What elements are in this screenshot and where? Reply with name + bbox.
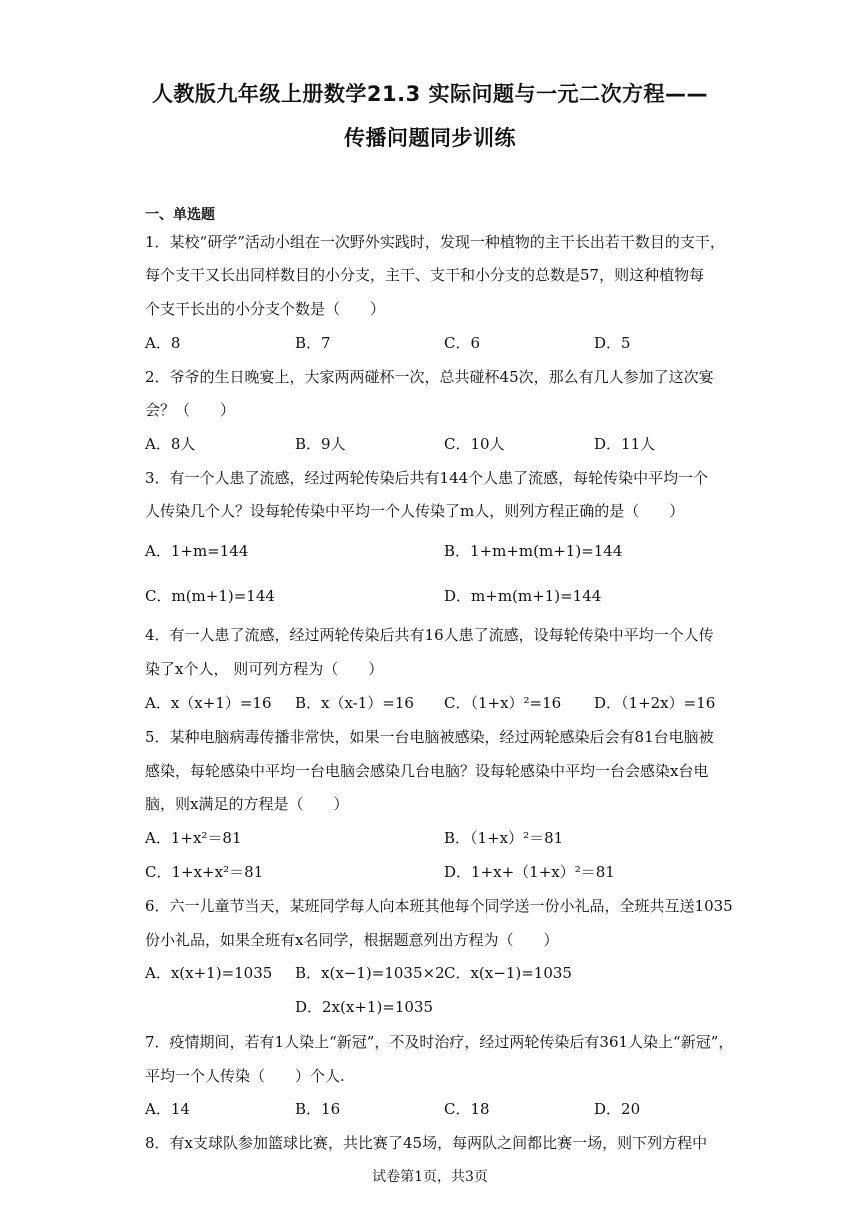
- question-3-line-1: 3．有一个人患了流感，经过两轮传染后共有144个人患了流感，每轮传染中平均一个: [145, 469, 709, 487]
- question-5-line-3: 脑，则x满足的方程是（ ）: [145, 795, 349, 813]
- question-5-option-d: D．1+x+（1+x）²＝81: [444, 863, 615, 881]
- question-7-line-1: 7．疫情期间，若有1人染上“新冠”，不及时治疗，经过两轮传染后有361人染上“新冠”，: [145, 1033, 734, 1051]
- question-7-option-a: A．14: [145, 1100, 190, 1118]
- question-6-option-a: A．x(x+1)=1035: [145, 964, 273, 982]
- question-3-option-b: B．1+m+m(m+1)=144: [444, 542, 623, 560]
- question-7-line-2: 平均一个人传染（ ）个人.: [145, 1067, 345, 1085]
- question-4-option-d: D．（1+2x）=16: [594, 694, 716, 712]
- question-1-option-b: B．7: [295, 334, 331, 352]
- question-1-line-1: 1．某校“研学”活动小组在一次野外实践时，发现一种植物的主干长出若干数目的支干，: [145, 233, 725, 251]
- question-4-option-b: B．x（x-1）=16: [295, 694, 414, 712]
- question-6-option-d: D．2x(x+1)=1035: [295, 998, 434, 1016]
- question-4-option-c: C．（1+x）²=16: [444, 694, 562, 712]
- question-3-option-d: D．m+m(m+1)=144: [444, 587, 602, 605]
- question-2-line-1: 2．爷爷的生日晚宴上，大家两两碰杯一次，总共碰杯45次，那么有几人参加了这次宴: [145, 368, 714, 386]
- question-6-line-1: 6．六一儿童节当天，某班同学每人向本班其他每个同学送一份小礼品，全班共互送1035: [145, 897, 733, 915]
- question-8-line-1: 8．有x支球队参加篮球比赛，共比赛了45场，每两队之间都比赛一场，则下列方程中: [145, 1134, 708, 1152]
- question-3-option-a: A．1+m=144: [145, 542, 249, 560]
- question-2-option-d: D．11人: [594, 435, 656, 453]
- question-1-line-3: 个支干长出的小分支个数是（ ）: [145, 300, 386, 318]
- question-2-option-a: A．8人: [145, 435, 196, 453]
- document-title-line-2: 传播问题同步训练: [344, 126, 516, 150]
- question-1-option-a: A．8: [145, 334, 181, 352]
- question-2-option-c: C．10人: [444, 435, 505, 453]
- section-heading: 一、单选题: [145, 207, 215, 223]
- question-5-option-a: A．1+x²＝81: [145, 829, 242, 847]
- question-2-option-b: B．9人: [295, 435, 346, 453]
- question-3-line-2: 人传染几个人？设每轮传染中平均一个人传染了m人，则列方程正确的是（ ）: [145, 502, 685, 520]
- question-6-option-c: C．x(x−1)=1035: [444, 964, 572, 982]
- question-5-option-c: C．1+x+x²＝81: [145, 863, 264, 881]
- document-title-line-1: 人教版九年级上册数学21.3 实际问题与一元二次方程——: [151, 82, 709, 106]
- question-5-line-1: 5．某种电脑病毒传播非常快，如果一台电脑被感染，经过两轮感染后会有81台电脑被: [145, 728, 714, 746]
- question-4-line-1: 4．有一人患了流感，经过两轮传染后共有16人患了流感，设每轮传染中平均一个人传: [145, 626, 714, 644]
- question-7-option-d: D．20: [594, 1100, 641, 1118]
- question-5-option-b: B．（1+x）²＝81: [444, 829, 564, 847]
- question-3-option-c: C．m(m+1)=144: [145, 587, 275, 605]
- question-1-line-2: 每个支干又长出同样数目的小分支，主干、支干和小分支的总数是57，则这种植物每: [145, 266, 705, 284]
- question-2-line-2: 会？（ ）: [145, 401, 236, 419]
- question-7-option-c: C．18: [444, 1100, 490, 1118]
- question-6-option-b: B．x(x−1)=1035×2: [295, 964, 445, 982]
- question-4-option-a: A．x（x+1）=16: [145, 694, 272, 712]
- question-6-line-2: 份小礼品，如果全班有x名同学，根据题意列出方程为（ ）: [145, 931, 559, 949]
- question-7-option-b: B．16: [295, 1100, 341, 1118]
- question-1-option-d: D．5: [594, 334, 631, 352]
- question-5-line-2: 感染，每轮感染中平均一台电脑会感染几台电脑？设每轮感染中平均一台会感染x台电: [145, 762, 709, 780]
- question-4-line-2: 染了x个人， 则可列方程为（ ）: [145, 660, 384, 678]
- question-1-option-c: C．6: [444, 334, 481, 352]
- page-footer: 试卷第1页，共3页: [372, 1169, 488, 1185]
